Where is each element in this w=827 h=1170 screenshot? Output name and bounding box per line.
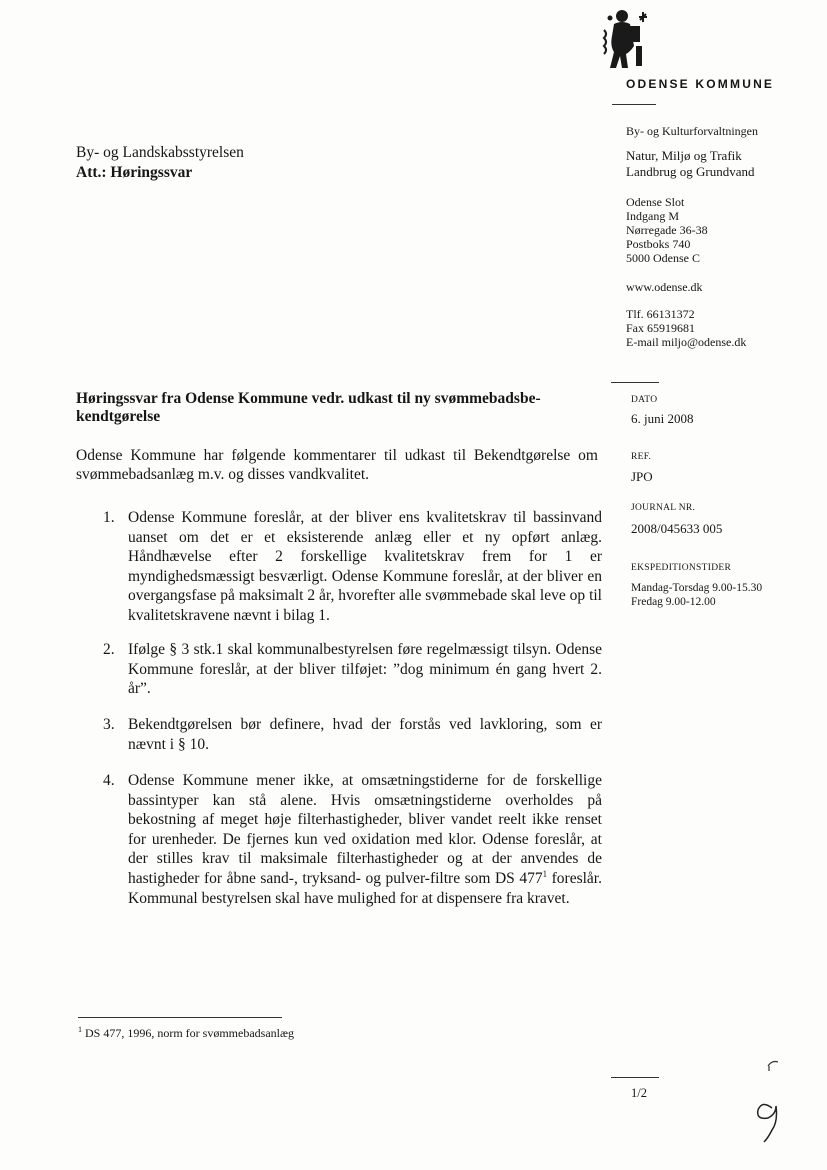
contact-phone: Tlf. 66131372 xyxy=(626,307,695,321)
page-number-divider xyxy=(611,1077,659,1078)
org-name: ODENSE KOMMUNE xyxy=(626,77,775,91)
list-item-number: 2. xyxy=(103,641,115,658)
list-item-text-part: foreslår. Kommunal bestyrelsen skal have mulighed for at dispensere fra kravet. xyxy=(128,869,602,907)
recipient-name: By- og Landskabsstyrelsen xyxy=(76,144,244,161)
contact-fax: Fax 65919681 xyxy=(626,321,695,335)
meta-divider xyxy=(611,382,659,383)
ref-label: REF. xyxy=(631,452,652,462)
page-number: 1/2 xyxy=(631,1086,647,1100)
sender-unit: Landbrug og Grundvand xyxy=(626,164,755,179)
address-line: Postboks 740 xyxy=(626,237,691,251)
letter-intro: Odense Kommune har følgende kommentarer til udkast til Bekendtgørelse om svømmebadsanlæg m.v. og disses vandkvalitet. xyxy=(76,447,598,483)
handwritten-tick-icon xyxy=(766,1058,780,1072)
address-line: Nørregade 36-38 xyxy=(626,223,708,237)
office-hours xyxy=(631,581,762,609)
address-line: Indgang M xyxy=(626,209,679,223)
footnote xyxy=(78,1026,294,1041)
sender-website: www.odense.dk xyxy=(626,280,703,294)
footnote-text: DS 477, 1996, norm for svømmebadsanlæg xyxy=(82,1026,294,1040)
list-item-number: 3. xyxy=(103,716,115,733)
odense-coat-of-arms-icon xyxy=(600,6,654,72)
list-item-number: 1. xyxy=(103,509,115,526)
footnote-divider xyxy=(78,1017,282,1018)
address-line: 5000 Odense C xyxy=(626,251,700,265)
header-divider xyxy=(612,104,656,105)
footnote-reference: 1 xyxy=(542,868,548,879)
date-label: DATO xyxy=(631,395,658,405)
list-item-text: Ifølge § 3 stk.1 skal kommunalbestyrelsen føre regelmæssigt tilsyn. Odense Kommune foreslår, at der bliver tilføjet: ”dog minimum én gang hvert 2. år”. xyxy=(128,641,602,698)
list-item-text xyxy=(128,771,602,908)
journal-label: JOURNAL NR. xyxy=(631,503,696,513)
date-value: 6. juni 2008 xyxy=(631,411,694,426)
sender-unit: Natur, Miljø og Trafik xyxy=(626,148,742,163)
ref-value: JPO xyxy=(631,469,653,484)
hours-line: Mandag-Torsdag 9.00-15.30 xyxy=(631,582,763,594)
sender-units xyxy=(626,148,755,180)
list-item-number: 4. xyxy=(103,772,115,789)
handwritten-annotation-icon xyxy=(752,1092,786,1144)
contact-email: E-mail miljo@odense.dk xyxy=(626,335,747,349)
recipient-attention: Att.: Høringssvar xyxy=(76,164,193,181)
list-item-text-part: Odense Kommune mener ikke, at omsætningstiderne for de forskellige bassintyper kan stå alene. Hvis omsætningstiderne overholdes på bekostning af meget høje filterhastigheder, bliver vandet reelt ikke renset for urenheder. De fjernes kun ved oxidation med klor. Odense foreslår, at der stilles krav til maksimale filterhastigheder og at der anvendes de hastigheder for åbne sand-, tryksand- og pulver-filtre som DS 477 xyxy=(128,772,602,887)
footnote-marker: 1 xyxy=(78,1025,82,1034)
letter-subject: Høringssvar fra Odense Kommune vedr. udkast til ny svømmebadsbe-kendtgørelse xyxy=(76,390,541,425)
list-item-text: Bekendtgørelsen bør definere, hvad der forstås ved lavkloring, som er nævnt i § 10. xyxy=(128,716,602,753)
list-item-text: Odense Kommune foreslår, at der bliver ens kvalitetskrav til bassinvand uanset om det er et eksisterende anlæg eller et ny opført anlæg. Håndhævelse efter 2 forskellige kvalitetskrav frem for 1 er myndighedsmæssigt besværligt. Odense Kommune foreslår, at der bliver en overgangsfase på maksimalt 2 år, hvorefter alle svømmebade skal leve op til kvalitetskravene nævnt i bilag 1. xyxy=(128,509,602,624)
hours-label: EKSPEDITIONSTIDER xyxy=(631,563,732,573)
journal-value: 2008/045633 005 xyxy=(631,521,723,536)
hours-line: Fredag 9.00-12.00 xyxy=(631,596,716,608)
address-line: Odense Slot xyxy=(626,195,685,209)
sender-contact xyxy=(626,307,746,349)
recipient-block xyxy=(76,143,244,183)
sender-department: By- og Kulturforvaltningen xyxy=(626,124,758,138)
sender-address xyxy=(626,195,708,265)
